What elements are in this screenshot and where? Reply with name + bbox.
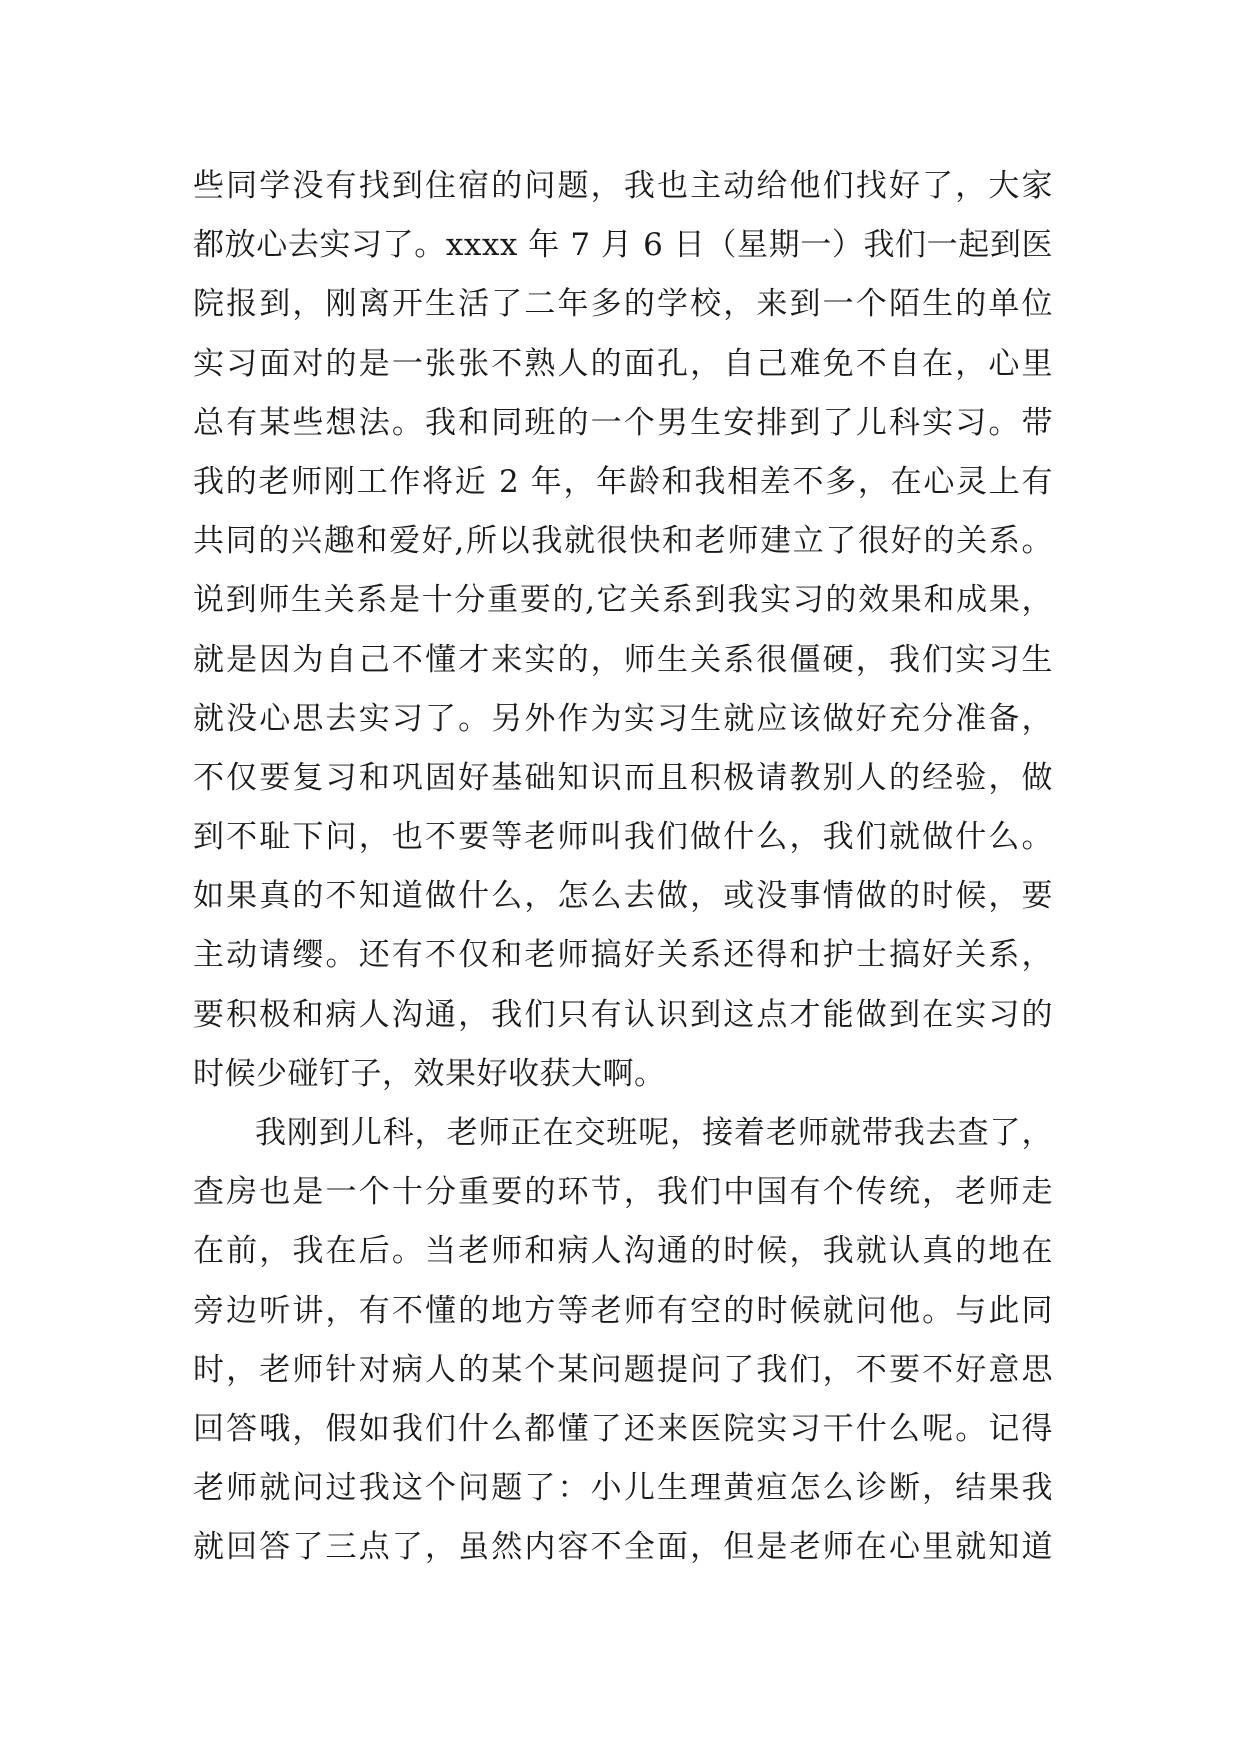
body-text bbox=[193, 157, 1053, 1578]
text-line: 在前，我在后。当老师和病人沟通的时候，我就认真的地在 bbox=[193, 1233, 1053, 1270]
text-line: 就回答了三点了，虽然内容不全面，但是老师在心里就知道 bbox=[193, 1529, 1053, 1566]
text-line: 旁边听讲，有不懂的地方等老师有空的时候就问他。与此同 bbox=[193, 1292, 1053, 1329]
text-line: 查房也是一个十分重要的环节，我们中国有个传统，老师走 bbox=[193, 1174, 1053, 1211]
text-line: 共同的兴趣和爱好,所以我就很快和老师建立了很好的关系。 bbox=[193, 523, 1053, 560]
text-line: 我的老师刚工作将近 2 年，年龄和我相差不多，在心灵上有 bbox=[193, 463, 1053, 500]
text-line: 时，老师针对病人的某个某问题提问了我们，不要不好意思 bbox=[193, 1351, 1053, 1388]
text-line: 不仅要复习和巩固好基础知识而且积极请教别人的经验，做 bbox=[193, 759, 1053, 796]
text-line: 院报到，刚离开生活了二年多的学校，来到一个陌生的单位 bbox=[193, 286, 1053, 323]
text-line: 如果真的不知道做什么，怎么去做，或没事情做的时候，要 bbox=[193, 878, 1053, 915]
text-line: 主动请缨。还有不仅和老师搞好关系还得和护士搞好关系， bbox=[193, 937, 1053, 974]
text-line: 说到师生关系是十分重要的,它关系到我实习的效果和成果， bbox=[193, 582, 1053, 619]
text-line: 些同学没有找到住宿的问题，我也主动给他们找好了，大家 bbox=[193, 168, 1053, 204]
text-line: 实习面对的是一张张不熟人的面孔，自己难免不自在，心里 bbox=[193, 345, 1053, 382]
text-line: 老师就问过我这个问题了：小儿生理黄疸怎么诊断，结果我 bbox=[193, 1470, 1053, 1507]
paragraph-first-line: 我刚到儿科，老师正在交班呢，接着老师就带我去查了， bbox=[255, 1115, 1053, 1151]
paragraph-end-line: 时候少碰钉子，效果好收获大啊。 bbox=[193, 1055, 666, 1092]
text-line: 总有某些想法。我和同班的一个男生安排到了儿科实习。带 bbox=[193, 404, 1053, 441]
text-line: 都放心去实习了。xxxx 年 7 月 6 日（星期一）我们一起到医 bbox=[193, 227, 1053, 264]
text-line: 就没心思去实习了。另外作为实习生就应该做好充分准备， bbox=[193, 700, 1053, 737]
text-line: 就是因为自己不懂才来实的，师生关系很僵硬，我们实习生 bbox=[193, 641, 1053, 678]
text-line: 要积极和病人沟通，我们只有认识到这点才能做到在实习的 bbox=[193, 996, 1053, 1033]
text-line: 回答哦，假如我们什么都懂了还来医院实习干什么呢。记得 bbox=[193, 1410, 1053, 1447]
text-line: 到不耻下问，也不要等老师叫我们做什么，我们就做什么。 bbox=[193, 819, 1053, 856]
